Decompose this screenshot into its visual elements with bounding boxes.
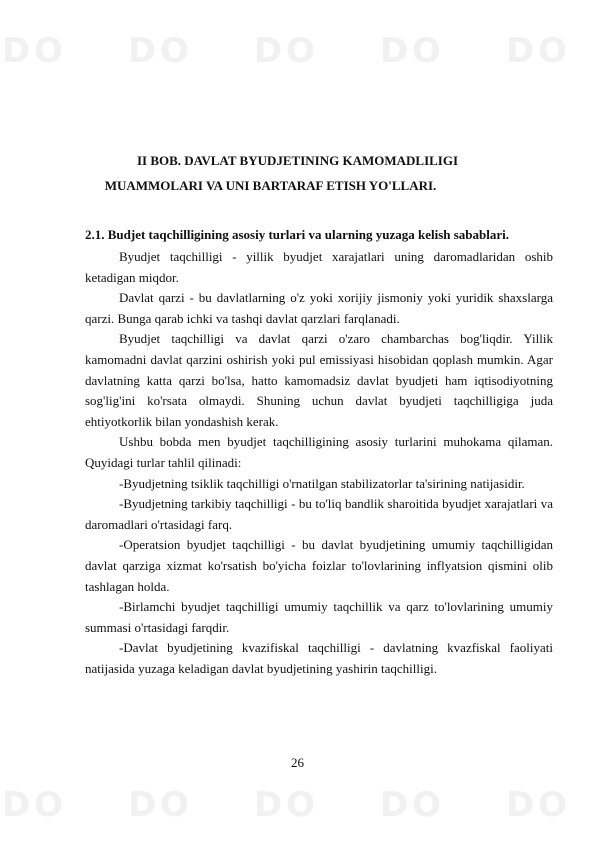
list-item: -Byudjetning tarkibiy taqchilligi - bu to'liq bandlik sharoitida byudjet xarajatlari va daromadlari o'rtasidagi farq.	[85, 496, 553, 532]
svg-text:O: O	[412, 785, 441, 825]
svg-text:O: O	[34, 785, 63, 825]
page-number: 26	[291, 755, 304, 770]
paragraph: Byudjet taqchilligi va davlat qarzi o'zaro chambarchas bog'liqdir. Yillik kamomadni davlat qarzini oshirish yoki pul emissiyasi hisobidan qoplash mumkin. Agar davlatning katta qarzi bo'lsa, hatto kamomadsiz davlat byudjeti ham iqtisodiyotning sog'lig'ini ko'rsata olmaydi. Shuning uchun davlat byudjeti taqchilligiga juda ehtiyotkorlik bilan yondashish kerak.	[85, 331, 553, 429]
svg-text:O: O	[412, 31, 441, 71]
svg-text:D: D	[2, 31, 31, 71]
svg-text:O: O	[34, 31, 63, 71]
chapter-title-line-2: MUAMMOLARI VA UNI BARTARAF ETISH YO'LLARI.	[104, 178, 437, 193]
svg-text:O: O	[160, 31, 189, 71]
list-item: -Operatsion byudjet taqchilligi - bu davlat byudjetining umumiy taqchilligidan davlat qarziga xizmat ko'rsatish bo'yicha foizlar to'lovlarining inflyatsion qismini olib tashlagan holda.	[85, 537, 553, 594]
svg-text:D: D	[506, 31, 535, 71]
section-title: 2.1. Budjet taqchilligining asosiy turlari va ularning yuzaga kelish sabablari.	[84, 227, 509, 242]
paragraph: Davlat qarzi - bu davlatlarning o'z yoki xorijiy jismoniy yoki yuridik shaxslarga qarzi. Bunga qarab ichki va tashqi davlat qarzlari farqlanadi.	[85, 290, 553, 326]
svg-text:D: D	[506, 785, 535, 825]
svg-text:O: O	[286, 31, 315, 71]
paragraph: Ushbu bobda men byudjet taqchilligining asosiy turlarini muhokama qilaman. Quyidagi turlar tahlil qilinadi:	[85, 434, 553, 470]
svg-text:O: O	[538, 31, 567, 71]
svg-text:D: D	[128, 785, 157, 825]
svg-text:D: D	[128, 31, 157, 71]
list-item: -Davlat byudjetining kvazifiskal taqchilligi - davlatning kvazfiskal faoliyati natijasida yuzaga keladigan davlat byudjetining yashirin taqchilligi.	[85, 640, 553, 676]
body-text	[85, 247, 553, 679]
chapter-title-line-1: II BOB. DAVLAT BYUDJETINING KAMOMADLILIGI	[136, 153, 459, 168]
list-item: -Birlamchi byudjet taqchilligi umumiy taqchillik va qarz to'lovlarining umumiy summasi o'rtasidagi farqdir.	[85, 599, 553, 635]
svg-text:O: O	[160, 785, 189, 825]
svg-text:D: D	[380, 31, 409, 71]
svg-text:D: D	[254, 785, 283, 825]
svg-text:D: D	[380, 785, 409, 825]
svg-text:O: O	[538, 785, 567, 825]
svg-text:D: D	[2, 785, 31, 825]
paragraph: Byudjet taqchilligi - yillik byudjet xarajatlari uning daromadlaridan oshib ketadigan miqdor.	[85, 249, 553, 285]
list-item: -Byudjetning tsiklik taqchilligi o'rnatilgan stabilizatorlar ta'sirining natijasidir.	[119, 475, 525, 491]
svg-text:O: O	[286, 785, 315, 825]
svg-text:D: D	[254, 31, 283, 71]
